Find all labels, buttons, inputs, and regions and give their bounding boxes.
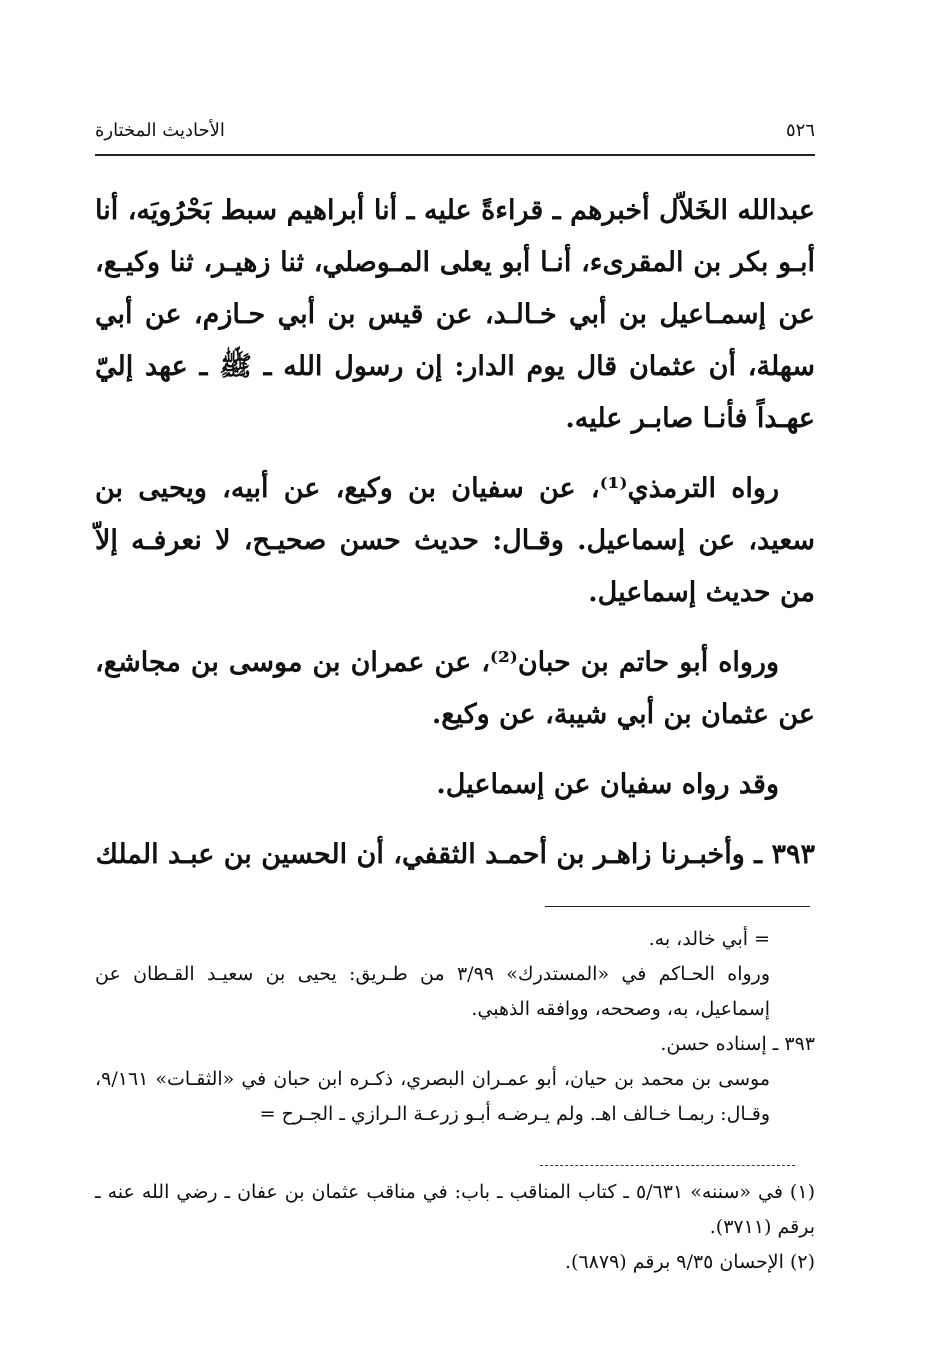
paragraph-isnad: عبدالله الخَلاّل أخبرهم ـ قراءةً عليه ـ أنا أبراهيم سبط بَحْرُويَه، أنا أبـو بكر بن المقرىء، أنـا أبو يعلى المـوصلي، ثنا زهيـر، ثنا وكيـع، عن إسمـاعيل بن أبي خـالـد، عن قيس بن أبي حـازم، عن أبي سهلة، أن عثمان قال يوم الدار: إن رسول الله ـ ﷺ ـ عهد إليّ عهـداً فأنـا صابـر عليه. <box>95 195 815 434</box>
paragraph-hadith-393: ٣٩٣ ـ وأخبـرنا زاهـر بن أحمـد الثقفي، أن الحسين بن عبـد الملك <box>95 839 815 870</box>
paragraph-sufyan: وقد رواه سفيان عن إسماعيل. <box>436 769 779 800</box>
main-text <box>95 185 815 899</box>
footnote-1: (١) في «سننه» ٥/٦٣١ ـ كتاب المناقب ـ باب: في مناقب عثمان بن عفان ـ رضي الله عنه ـ برقم (٣٧١١). <box>95 1181 815 1238</box>
editor-notes <box>95 922 815 1132</box>
note-393: ٣٩٣ ـ إسناده حسن. <box>660 1033 815 1055</box>
page-number: ٥٢٦ <box>785 119 815 141</box>
note-hakim: ورواه الحـاكم في «المستدرك» ٣/٩٩ من طـريق: يحيى بن سعيـد القـطان عن إسماعيل، به، وصححه، ووافقه الذهبي. <box>95 963 770 1020</box>
note-continuation: = أبي خالد، به. <box>648 928 770 950</box>
notes-rule <box>545 906 810 907</box>
footnotes <box>95 1175 815 1280</box>
note-musa: موسى بن محمد بن حيان، أبو عمـران البصري، ذكـره ابن حبان في «الثقـات» ٩/١٦١، وقـال: ربمـا خـالف اهـ. ولم يـرضـه أبـو زرعـة الـرازي ـ الجـرح = <box>95 1068 770 1125</box>
book-title: الأحاديث المختارة <box>95 119 225 141</box>
running-header <box>95 112 815 148</box>
paragraph-tirmidhi: رواه الترمذي⁽¹⁾، عن سفيان بن وكيع، عن أبيه، ويحيى بن سعيد، عن إسماعيل. وقـال: حديث حسن صحيـح، لا نعرفـه إلاّ من حديث إسماعيل. <box>95 473 815 608</box>
paragraph-ibn-hibban: ورواه أبو حاتم بن حبان⁽²⁾، عن عمران بن موسى بن مجاشع، عن عثمان بن أبي شيبة، عن وكيع. <box>95 647 815 730</box>
header-rule <box>95 154 815 156</box>
footnote-rule <box>540 1165 795 1166</box>
footnote-2: (٢) الإحسان ٩/٣٥ برقم (٦٨٧٩). <box>565 1251 815 1273</box>
